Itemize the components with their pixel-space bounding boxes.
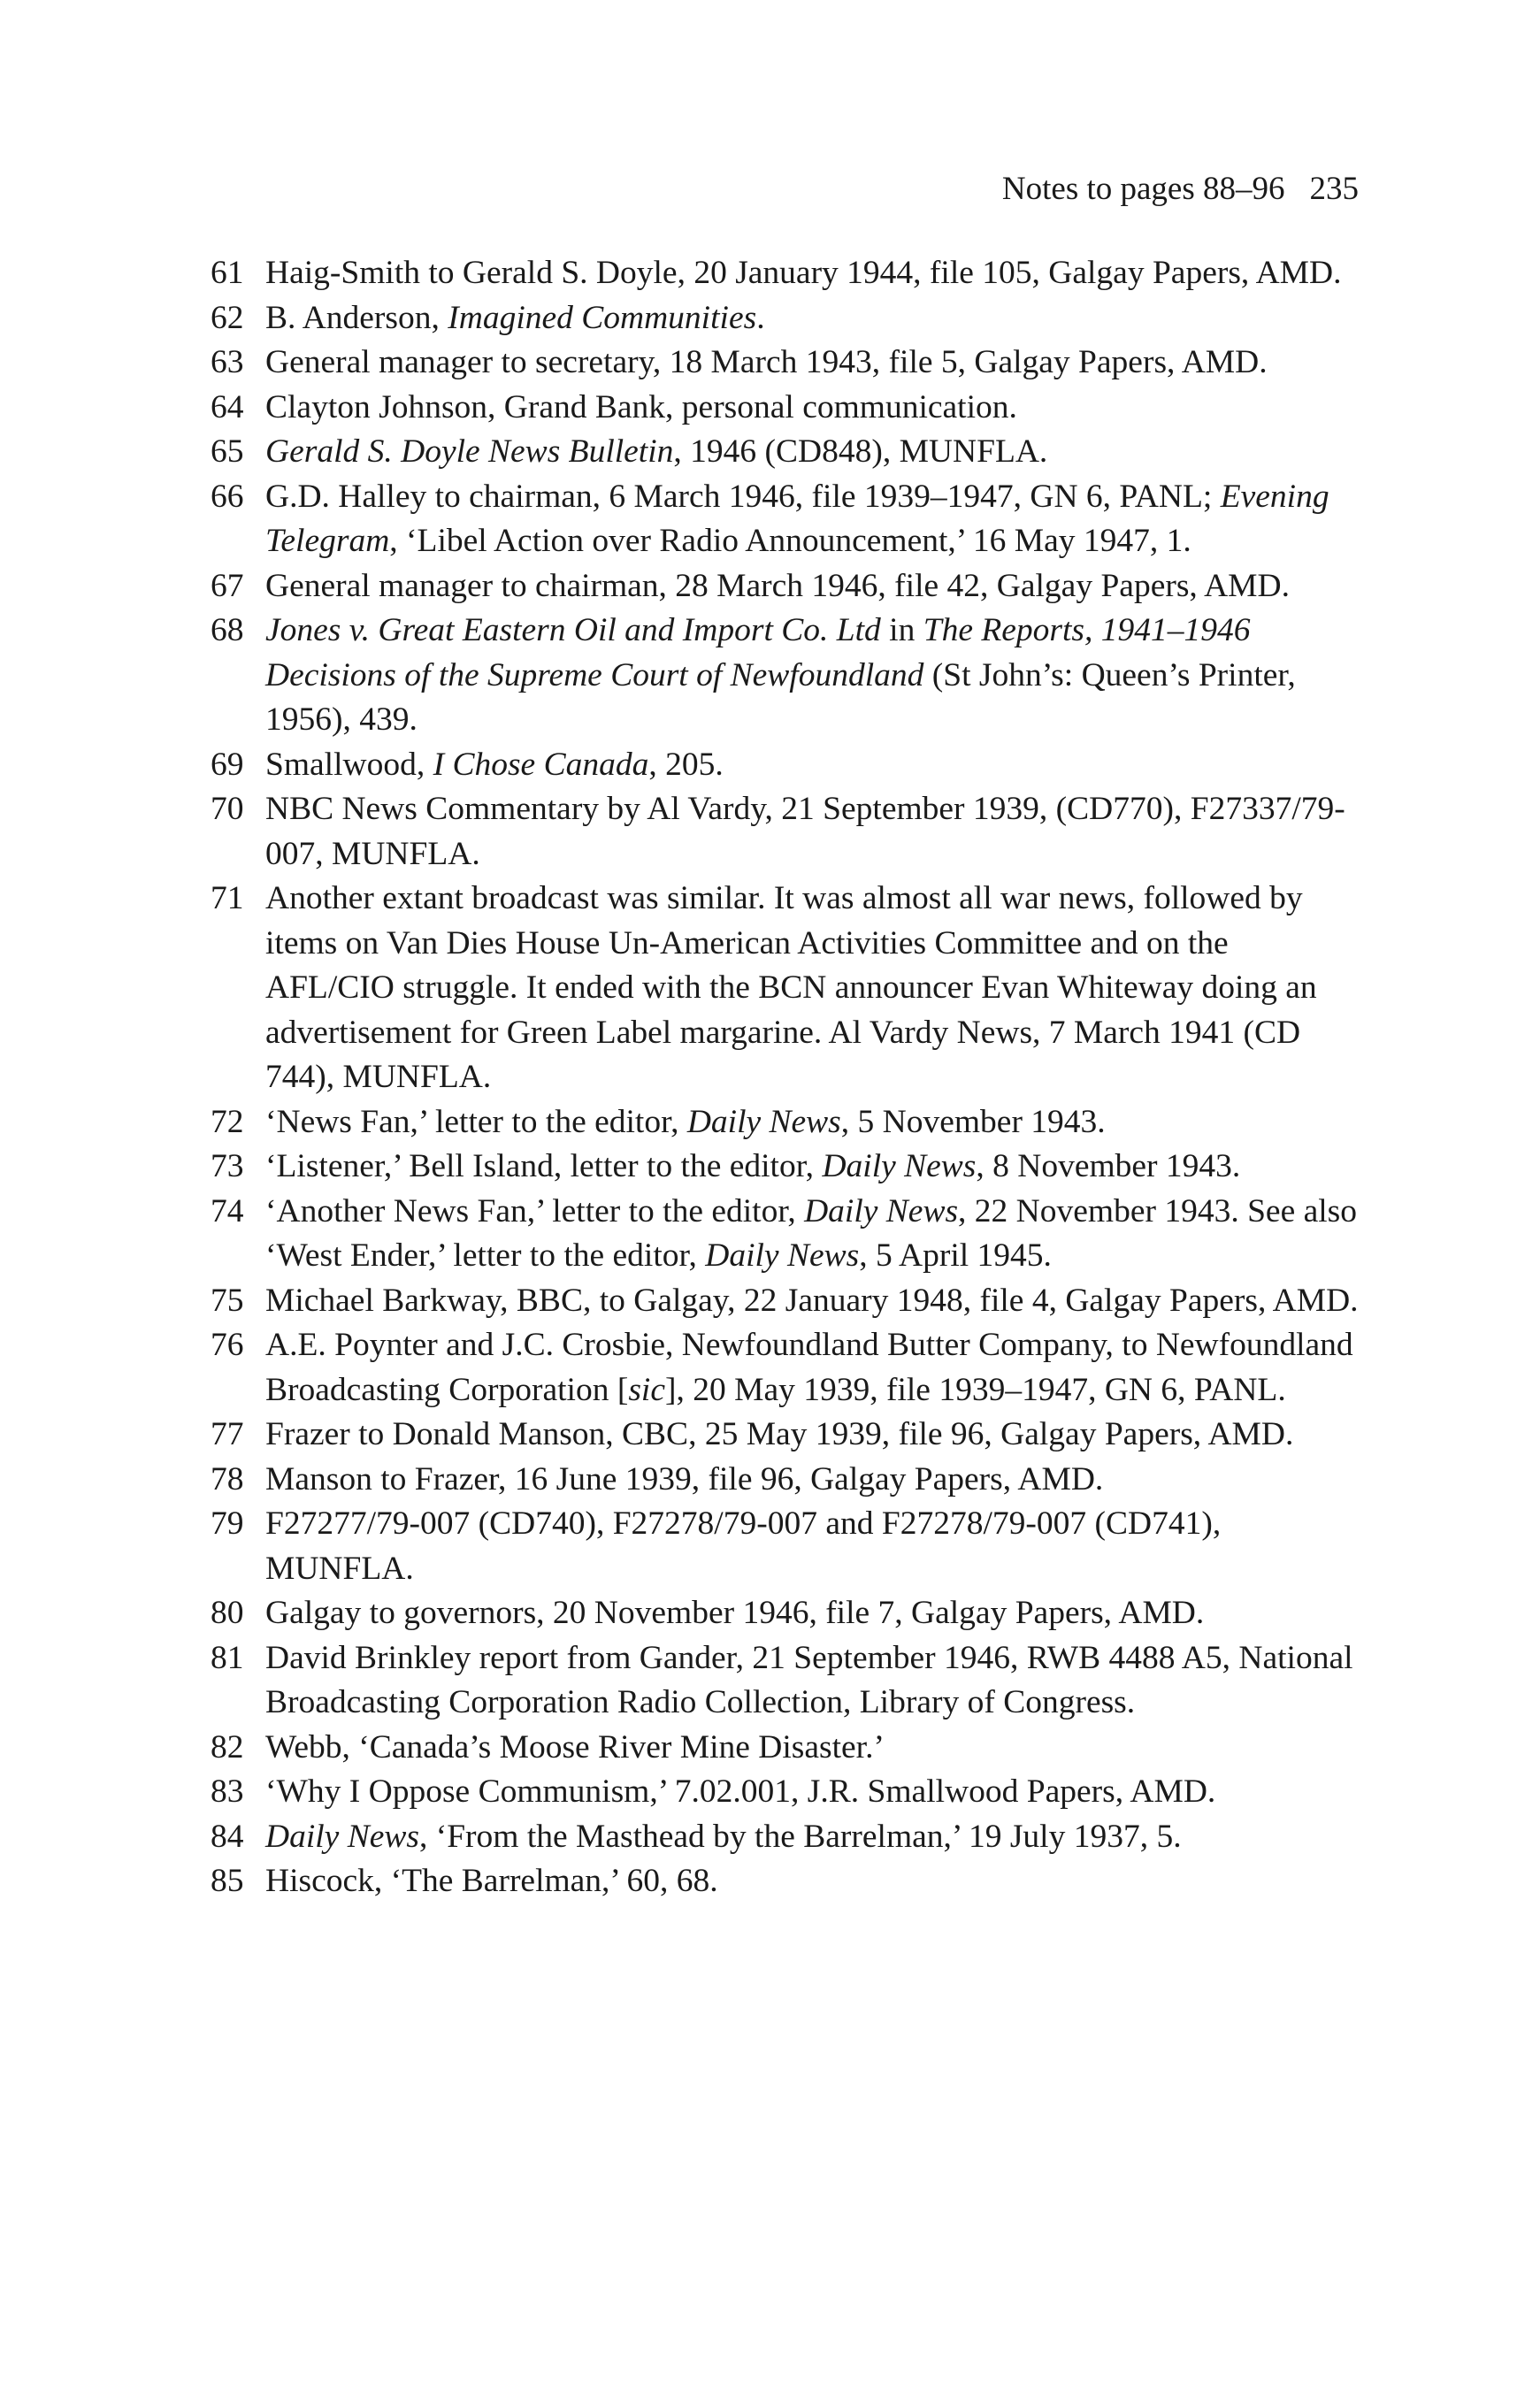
note-text-segment: Another extant broadcast was similar. It was almost all war news, followed by items on Van Dies House Un-American Activities Committee and on the AFL/CIO struggle. It ended with the BCN announcer Evan Whiteway doing an advertisement for Green Label margarine. Al Vardy News, 7 March 1941 (CD 744), MUNFLA. bbox=[265, 880, 1317, 1095]
note-text-segment: NBC News Commentary by Al Vardy, 21 September 1939, (CD770), F27337/79-007, MUNFLA. bbox=[265, 791, 1345, 872]
note-text bbox=[265, 430, 1360, 475]
endnote-85 bbox=[211, 1859, 1360, 1904]
note-text bbox=[265, 877, 1360, 1100]
note-text bbox=[265, 1413, 1360, 1458]
endnote-66 bbox=[211, 475, 1360, 564]
note-number: 61 bbox=[211, 255, 244, 291]
note-text-segment: General manager to chairman, 28 March 1946, file 42, Galgay Papers, AMD. bbox=[265, 567, 1290, 604]
note-number: 70 bbox=[211, 791, 244, 827]
note-text-segment: , ‘From the Masthead by the Barrelman,’ 19 July 1937, 5. bbox=[418, 1818, 1182, 1855]
note-text bbox=[265, 564, 1360, 609]
note-number: 82 bbox=[211, 1728, 244, 1765]
endnote-68 bbox=[211, 609, 1360, 743]
note-text-segment: ‘News Fan,’ letter to the editor, bbox=[265, 1103, 687, 1140]
note-text bbox=[265, 743, 1360, 788]
note-text bbox=[265, 1591, 1360, 1636]
note-text-segment: G.D. Halley to chairman, 6 March 1946, file 1939–1947, GN 6, PANL; bbox=[265, 478, 1221, 515]
note-text bbox=[265, 341, 1360, 386]
note-text bbox=[265, 1815, 1360, 1860]
endnote-62 bbox=[211, 296, 1360, 341]
italic-title: The Reports, 1941–1946 Decisions of the Supreme Court of Newfoundland bbox=[265, 612, 1251, 693]
note-text-segment: ‘Another News Fan,’ letter to the editor, bbox=[265, 1192, 805, 1229]
endnote-84 bbox=[211, 1815, 1360, 1860]
note-number: 71 bbox=[211, 880, 244, 916]
note-number: 80 bbox=[211, 1595, 244, 1631]
note-text-segment: (St John’s: Queen’s Printer, 1956), 439. bbox=[265, 656, 1296, 738]
endnote-72 bbox=[211, 1100, 1360, 1145]
note-text bbox=[265, 296, 1360, 341]
italic-title: Gerald S. Doyle News Bulletin bbox=[265, 433, 674, 470]
note-text-segment: , 205. bbox=[648, 746, 724, 783]
endnote-64 bbox=[211, 386, 1360, 431]
note-text-segment: , ‘Libel Action over Radio Announcement,’ 16 May 1947, 1. bbox=[389, 523, 1191, 559]
note-text-segment: Haig-Smith to Gerald S. Doyle, 20 January 1944, file 105, Galgay Papers, AMD. bbox=[265, 255, 1342, 291]
endnote-69 bbox=[211, 743, 1360, 788]
endnote-71 bbox=[211, 877, 1360, 1100]
note-text-segment: B. Anderson, bbox=[265, 299, 448, 336]
note-text bbox=[265, 787, 1360, 877]
note-text bbox=[265, 1859, 1360, 1904]
note-number: 72 bbox=[211, 1103, 244, 1140]
italic-title: sic bbox=[628, 1371, 665, 1408]
endnote-83 bbox=[211, 1770, 1360, 1815]
note-number: 69 bbox=[211, 746, 244, 783]
italic-title: Jones v. Great Eastern Oil and Import Co. Ltd bbox=[265, 612, 881, 648]
note-number: 81 bbox=[211, 1639, 244, 1676]
running-title: Notes to pages 88–96 bbox=[1001, 171, 1285, 207]
note-text-segment: in bbox=[880, 612, 923, 648]
page-number: 235 bbox=[1309, 171, 1359, 207]
note-text bbox=[265, 1726, 1360, 1771]
note-text-segment: Manson to Frazer, 16 June 1939, file 96, Galgay Papers, AMD. bbox=[265, 1460, 1104, 1497]
note-number: 64 bbox=[211, 388, 244, 425]
note-text-segment: Michael Barkway, BBC, to Galgay, 22 January 1948, file 4, Galgay Papers, AMD. bbox=[265, 1282, 1359, 1319]
endnote-82 bbox=[211, 1726, 1360, 1771]
note-number: 79 bbox=[211, 1505, 244, 1542]
endnote-79 bbox=[211, 1502, 1360, 1591]
note-text-segment: Webb, ‘Canada’s Moose River Mine Disaster.’ bbox=[265, 1728, 885, 1765]
note-text-segment: , 5 November 1943. bbox=[840, 1103, 1106, 1140]
note-text bbox=[265, 609, 1360, 743]
note-text bbox=[265, 386, 1360, 431]
note-text-segment: ‘Why I Oppose Communism,’ 7.02.001, J.R. Smallwood Papers, AMD. bbox=[265, 1773, 1216, 1810]
note-text bbox=[265, 1323, 1360, 1413]
endnote-65 bbox=[211, 430, 1360, 475]
endnote-75 bbox=[211, 1279, 1360, 1324]
note-text-segment: Smallwood, bbox=[265, 746, 433, 783]
endnote-76 bbox=[211, 1323, 1360, 1413]
note-text-segment: Frazer to Donald Manson, CBC, 25 May 1939, file 96, Galgay Papers, AMD. bbox=[265, 1416, 1294, 1452]
note-text-segment: Hiscock, ‘The Barrelman,’ 60, 68. bbox=[265, 1863, 718, 1899]
note-number: 85 bbox=[211, 1863, 244, 1899]
note-number: 75 bbox=[211, 1282, 244, 1319]
note-number: 76 bbox=[211, 1327, 244, 1363]
endnote-63 bbox=[211, 341, 1360, 386]
endnote-73 bbox=[211, 1145, 1360, 1190]
note-text bbox=[265, 1502, 1360, 1591]
note-text-segment: David Brinkley report from Gander, 21 September 1946, RWB 4488 A5, National Broadcasting Corporation Radio Collection, Library of Congress. bbox=[265, 1639, 1353, 1720]
note-text-segment: Clayton Johnson, Grand Bank, personal communication. bbox=[265, 388, 1017, 425]
italic-title: Daily News bbox=[822, 1148, 977, 1184]
endnote-77 bbox=[211, 1413, 1360, 1458]
endnote-61 bbox=[211, 251, 1360, 296]
note-number: 67 bbox=[211, 567, 244, 604]
note-number: 84 bbox=[211, 1818, 244, 1855]
note-text bbox=[265, 1190, 1360, 1279]
note-text-segment: . bbox=[756, 299, 765, 336]
endnote-70 bbox=[211, 787, 1360, 877]
note-number: 73 bbox=[211, 1148, 244, 1184]
note-number: 78 bbox=[211, 1460, 244, 1497]
note-text-segment: Galgay to governors, 20 November 1946, file 7, Galgay Papers, AMD. bbox=[265, 1595, 1205, 1631]
note-text-segment: F27277/79-007 (CD740), F27278/79-007 and F27278/79-007 (CD741), MUNFLA. bbox=[265, 1505, 1222, 1587]
italic-title: Evening Telegram bbox=[265, 478, 1329, 559]
endnote-81 bbox=[211, 1636, 1360, 1726]
note-text-segment: , 22 November 1943. See also ‘West Ender,’ letter to the editor, bbox=[265, 1192, 1357, 1274]
italic-title: I Chose Canada bbox=[433, 746, 649, 783]
italic-title: Imagined Communities bbox=[448, 299, 757, 336]
italic-title: Daily News bbox=[686, 1103, 841, 1140]
note-number: 65 bbox=[211, 433, 244, 470]
endnote-80 bbox=[211, 1591, 1360, 1636]
italic-title: Daily News bbox=[804, 1192, 959, 1229]
note-text bbox=[265, 251, 1360, 296]
endnote-78 bbox=[211, 1458, 1360, 1503]
note-text bbox=[265, 1770, 1360, 1815]
italic-title: Daily News bbox=[705, 1237, 860, 1274]
note-text-segment: , 5 April 1945. bbox=[859, 1237, 1052, 1274]
note-number: 77 bbox=[211, 1416, 244, 1452]
note-number: 66 bbox=[211, 478, 244, 515]
note-text bbox=[265, 1279, 1360, 1324]
note-number: 74 bbox=[211, 1192, 244, 1229]
note-text-segment: ], 20 May 1939, file 1939–1947, GN 6, PANL. bbox=[665, 1371, 1286, 1408]
note-text-segment: A.E. Poynter and J.C. Crosbie, Newfoundland Butter Company, to Newfoundland Broadcasting Corporation [ bbox=[265, 1327, 1353, 1408]
endnote-74 bbox=[211, 1190, 1360, 1279]
note-text bbox=[265, 1458, 1360, 1503]
note-text bbox=[265, 1100, 1360, 1145]
note-text bbox=[265, 1636, 1360, 1726]
note-text-segment: ‘Listener,’ Bell Island, letter to the editor, bbox=[265, 1148, 823, 1184]
endnote-67 bbox=[211, 564, 1360, 609]
note-text-segment: , 8 November 1943. bbox=[976, 1148, 1241, 1184]
running-head bbox=[1002, 170, 1359, 209]
note-number: 83 bbox=[211, 1773, 244, 1810]
note-number: 68 bbox=[211, 612, 244, 648]
note-number: 63 bbox=[211, 344, 244, 380]
italic-title: Daily News bbox=[265, 1818, 419, 1855]
note-number: 62 bbox=[211, 299, 244, 336]
note-text bbox=[265, 1145, 1360, 1190]
endnotes-list bbox=[211, 251, 1360, 1904]
note-text bbox=[265, 475, 1360, 564]
note-text-segment: , 1946 (CD848), MUNFLA. bbox=[673, 433, 1048, 470]
note-text-segment: General manager to secretary, 18 March 1943, file 5, Galgay Papers, AMD. bbox=[265, 344, 1268, 380]
